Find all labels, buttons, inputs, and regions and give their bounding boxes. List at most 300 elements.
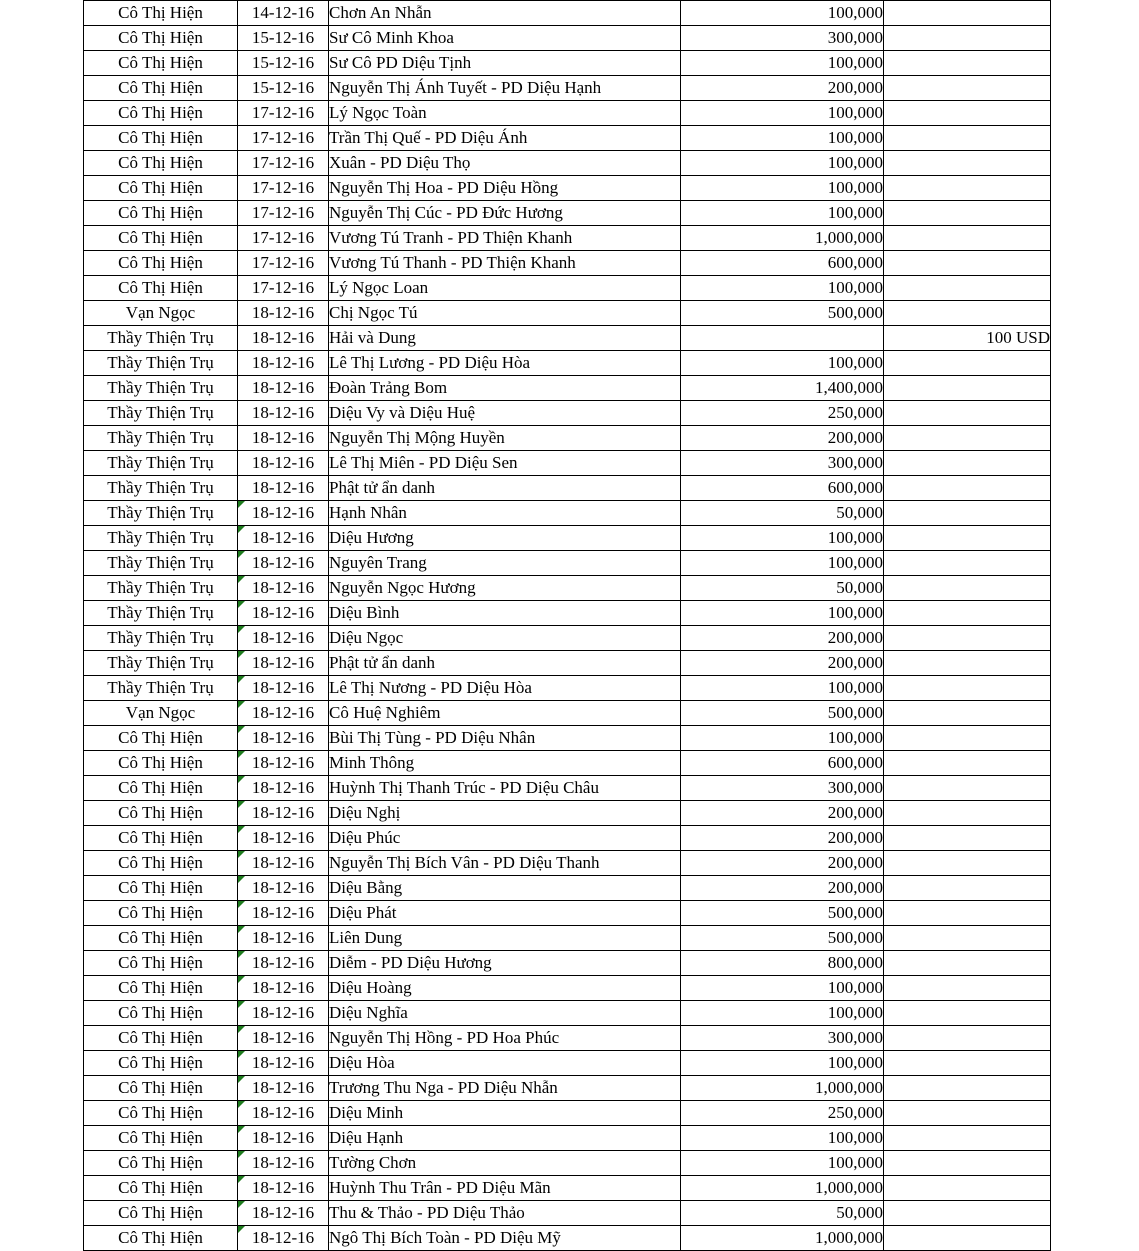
usd-cell[interactable] bbox=[884, 426, 1051, 451]
donor-cell[interactable] bbox=[329, 826, 681, 851]
date-cell[interactable] bbox=[238, 376, 329, 401]
donor-text: Phật tử ẩn danh bbox=[329, 653, 436, 672]
amount-cell[interactable] bbox=[681, 201, 884, 226]
amount-cell[interactable] bbox=[681, 1226, 884, 1251]
date-cell[interactable] bbox=[238, 951, 329, 976]
date-cell[interactable] bbox=[238, 651, 329, 676]
usd-cell[interactable] bbox=[884, 726, 1051, 751]
comment-flag-icon bbox=[238, 676, 245, 683]
date-text: 15-12-16 bbox=[251, 53, 315, 72]
recipient-cell[interactable] bbox=[84, 826, 238, 851]
usd-cell[interactable] bbox=[884, 76, 1051, 101]
recipient-text: Cô Thị Hiện bbox=[118, 753, 203, 772]
date-cell[interactable] bbox=[238, 826, 329, 851]
donor-text: Nguyễn Ngọc Hương bbox=[329, 578, 476, 597]
table-row bbox=[84, 351, 1051, 376]
date-cell[interactable] bbox=[238, 976, 329, 1001]
amount-cell[interactable] bbox=[681, 226, 884, 251]
amount-cell[interactable] bbox=[681, 451, 884, 476]
recipient-text: Thầy Thiện Trụ bbox=[107, 328, 214, 347]
usd-cell[interactable] bbox=[884, 451, 1051, 476]
recipient-cell[interactable] bbox=[84, 226, 238, 251]
date-cell[interactable] bbox=[238, 476, 329, 501]
donor-cell[interactable] bbox=[329, 901, 681, 926]
donor-cell[interactable] bbox=[329, 526, 681, 551]
recipient-cell[interactable] bbox=[84, 251, 238, 276]
donor-cell[interactable] bbox=[329, 1076, 681, 1101]
amount-cell[interactable] bbox=[681, 351, 884, 376]
amount-cell[interactable] bbox=[681, 526, 884, 551]
date-cell[interactable] bbox=[238, 701, 329, 726]
recipient-cell[interactable] bbox=[84, 26, 238, 51]
date-cell[interactable] bbox=[238, 776, 329, 801]
donor-cell[interactable] bbox=[329, 1151, 681, 1176]
recipient-cell[interactable] bbox=[84, 501, 238, 526]
amount-text: 100,000 bbox=[827, 128, 883, 147]
recipient-cell[interactable] bbox=[84, 301, 238, 326]
date-cell[interactable] bbox=[238, 251, 329, 276]
date-cell[interactable] bbox=[238, 551, 329, 576]
usd-cell[interactable] bbox=[884, 951, 1051, 976]
recipient-text: Cô Thị Hiện bbox=[118, 53, 203, 72]
amount-cell[interactable] bbox=[681, 301, 884, 326]
usd-cell[interactable] bbox=[884, 601, 1051, 626]
usd-cell[interactable] bbox=[884, 1151, 1051, 1176]
date-cell[interactable] bbox=[238, 626, 329, 651]
donor-cell[interactable] bbox=[329, 601, 681, 626]
donor-cell[interactable] bbox=[329, 751, 681, 776]
date-cell[interactable] bbox=[238, 876, 329, 901]
recipient-cell[interactable] bbox=[84, 601, 238, 626]
amount-text: 200,000 bbox=[827, 628, 883, 647]
usd-cell[interactable] bbox=[884, 1026, 1051, 1051]
donor-cell[interactable] bbox=[329, 1, 681, 26]
donor-cell[interactable] bbox=[329, 451, 681, 476]
recipient-cell[interactable] bbox=[84, 201, 238, 226]
usd-cell[interactable] bbox=[884, 901, 1051, 926]
amount-cell[interactable] bbox=[681, 501, 884, 526]
donation-table-body bbox=[84, 1, 1051, 1251]
recipient-cell[interactable] bbox=[84, 901, 238, 926]
date-cell[interactable] bbox=[238, 26, 329, 51]
amount-cell[interactable] bbox=[681, 276, 884, 301]
recipient-cell[interactable] bbox=[84, 526, 238, 551]
donor-cell[interactable] bbox=[329, 651, 681, 676]
amount-cell[interactable] bbox=[681, 576, 884, 601]
date-cell[interactable] bbox=[238, 801, 329, 826]
table-row bbox=[84, 1126, 1051, 1151]
date-cell[interactable] bbox=[238, 276, 329, 301]
date-cell[interactable] bbox=[238, 1051, 329, 1076]
recipient-cell[interactable] bbox=[84, 351, 238, 376]
donor-cell[interactable] bbox=[329, 76, 681, 101]
amount-cell[interactable] bbox=[681, 726, 884, 751]
recipient-cell[interactable] bbox=[84, 1051, 238, 1076]
recipient-cell[interactable] bbox=[84, 476, 238, 501]
date-cell[interactable] bbox=[238, 351, 329, 376]
amount-cell[interactable] bbox=[681, 126, 884, 151]
usd-cell[interactable] bbox=[884, 501, 1051, 526]
donor-cell[interactable] bbox=[329, 376, 681, 401]
recipient-cell[interactable] bbox=[84, 51, 238, 76]
recipient-cell[interactable] bbox=[84, 1026, 238, 1051]
recipient-cell[interactable] bbox=[84, 101, 238, 126]
usd-cell[interactable] bbox=[884, 801, 1051, 826]
table-row bbox=[84, 826, 1051, 851]
comment-flag-icon bbox=[238, 576, 245, 583]
amount-cell[interactable] bbox=[681, 801, 884, 826]
usd-cell[interactable] bbox=[884, 151, 1051, 176]
recipient-cell[interactable] bbox=[84, 1126, 238, 1151]
usd-cell[interactable] bbox=[884, 476, 1051, 501]
usd-cell[interactable] bbox=[884, 301, 1051, 326]
amount-cell[interactable] bbox=[681, 1101, 884, 1126]
recipient-cell[interactable] bbox=[84, 1151, 238, 1176]
amount-cell[interactable] bbox=[681, 1, 884, 26]
usd-cell[interactable] bbox=[884, 1101, 1051, 1126]
amount-cell[interactable] bbox=[681, 901, 884, 926]
donor-cell[interactable] bbox=[329, 576, 681, 601]
recipient-cell[interactable] bbox=[84, 951, 238, 976]
usd-cell[interactable] bbox=[884, 1226, 1051, 1251]
amount-cell[interactable] bbox=[681, 1176, 884, 1201]
usd-cell[interactable] bbox=[884, 276, 1051, 301]
date-cell[interactable] bbox=[238, 1201, 329, 1226]
recipient-cell[interactable] bbox=[84, 126, 238, 151]
amount-cell[interactable] bbox=[681, 176, 884, 201]
date-text: 17-12-16 bbox=[251, 228, 315, 247]
donor-cell[interactable] bbox=[329, 851, 681, 876]
amount-cell[interactable] bbox=[681, 1001, 884, 1026]
date-cell[interactable] bbox=[238, 851, 329, 876]
date-cell[interactable] bbox=[238, 151, 329, 176]
usd-cell[interactable] bbox=[884, 876, 1051, 901]
recipient-cell[interactable] bbox=[84, 176, 238, 201]
recipient-cell[interactable] bbox=[84, 1201, 238, 1226]
date-cell[interactable] bbox=[238, 726, 329, 751]
date-text: 18-12-16 bbox=[251, 328, 315, 347]
donor-cell[interactable] bbox=[329, 1001, 681, 1026]
recipient-cell[interactable] bbox=[84, 1176, 238, 1201]
amount-cell[interactable] bbox=[681, 101, 884, 126]
table-row bbox=[84, 576, 1051, 601]
amount-cell[interactable] bbox=[681, 676, 884, 701]
amount-cell[interactable] bbox=[681, 1201, 884, 1226]
recipient-cell[interactable] bbox=[84, 701, 238, 726]
usd-cell[interactable] bbox=[884, 26, 1051, 51]
recipient-cell[interactable] bbox=[84, 651, 238, 676]
usd-cell[interactable] bbox=[884, 1001, 1051, 1026]
donor-cell[interactable] bbox=[329, 1101, 681, 1126]
donor-cell[interactable] bbox=[329, 276, 681, 301]
date-text: 18-12-16 bbox=[251, 703, 315, 722]
usd-cell[interactable] bbox=[884, 176, 1051, 201]
donor-cell[interactable] bbox=[329, 1201, 681, 1226]
donor-cell[interactable] bbox=[329, 1126, 681, 1151]
amount-cell[interactable] bbox=[681, 1126, 884, 1151]
table-row bbox=[84, 601, 1051, 626]
table-row bbox=[84, 176, 1051, 201]
usd-cell[interactable] bbox=[884, 776, 1051, 801]
usd-cell[interactable] bbox=[884, 701, 1051, 726]
donor-cell[interactable] bbox=[329, 401, 681, 426]
recipient-text: Cô Thị Hiện bbox=[118, 228, 203, 247]
donor-text: Diệu Bình bbox=[329, 603, 400, 622]
recipient-cell[interactable] bbox=[84, 726, 238, 751]
recipient-cell[interactable] bbox=[84, 851, 238, 876]
donor-cell[interactable] bbox=[329, 176, 681, 201]
recipient-cell[interactable] bbox=[84, 676, 238, 701]
date-cell[interactable] bbox=[238, 201, 329, 226]
amount-cell[interactable] bbox=[681, 26, 884, 51]
date-cell[interactable] bbox=[238, 501, 329, 526]
donor-cell[interactable] bbox=[329, 51, 681, 76]
amount-cell[interactable] bbox=[681, 651, 884, 676]
donor-cell[interactable] bbox=[329, 326, 681, 351]
table-row bbox=[84, 101, 1051, 126]
donor-cell[interactable] bbox=[329, 126, 681, 151]
usd-cell[interactable] bbox=[884, 251, 1051, 276]
amount-cell[interactable] bbox=[681, 701, 884, 726]
donor-cell[interactable] bbox=[329, 676, 681, 701]
date-cell[interactable] bbox=[238, 126, 329, 151]
usd-cell[interactable] bbox=[884, 751, 1051, 776]
date-cell[interactable] bbox=[238, 526, 329, 551]
date-cell[interactable] bbox=[238, 1, 329, 26]
donor-cell[interactable] bbox=[329, 251, 681, 276]
usd-cell[interactable] bbox=[884, 1126, 1051, 1151]
amount-cell[interactable] bbox=[681, 151, 884, 176]
recipient-text: Cô Thị Hiện bbox=[118, 153, 203, 172]
date-cell[interactable] bbox=[238, 326, 329, 351]
date-cell[interactable] bbox=[238, 1026, 329, 1051]
date-cell[interactable] bbox=[238, 1101, 329, 1126]
date-cell[interactable] bbox=[238, 1151, 329, 1176]
amount-cell[interactable] bbox=[681, 751, 884, 776]
donor-cell[interactable] bbox=[329, 626, 681, 651]
amount-cell[interactable] bbox=[681, 1026, 884, 1051]
donor-text: Diệu Hạnh bbox=[329, 1128, 404, 1147]
donor-cell[interactable] bbox=[329, 726, 681, 751]
donor-cell[interactable] bbox=[329, 926, 681, 951]
date-cell[interactable] bbox=[238, 301, 329, 326]
amount-text: 200,000 bbox=[827, 78, 883, 97]
table-row bbox=[84, 976, 1051, 1001]
donor-cell[interactable] bbox=[329, 301, 681, 326]
donor-cell[interactable] bbox=[329, 26, 681, 51]
usd-cell[interactable] bbox=[884, 376, 1051, 401]
donor-cell[interactable] bbox=[329, 1051, 681, 1076]
usd-cell[interactable] bbox=[884, 401, 1051, 426]
donor-cell[interactable] bbox=[329, 701, 681, 726]
amount-text: 100,000 bbox=[827, 678, 883, 697]
usd-cell[interactable] bbox=[884, 976, 1051, 1001]
recipient-cell[interactable] bbox=[84, 1226, 238, 1251]
date-cell[interactable] bbox=[238, 676, 329, 701]
date-cell[interactable] bbox=[238, 176, 329, 201]
amount-text: 500,000 bbox=[827, 903, 883, 922]
recipient-cell[interactable] bbox=[84, 451, 238, 476]
date-cell[interactable] bbox=[238, 76, 329, 101]
date-cell[interactable] bbox=[238, 51, 329, 76]
date-cell[interactable] bbox=[238, 576, 329, 601]
donor-cell[interactable] bbox=[329, 876, 681, 901]
recipient-cell[interactable] bbox=[84, 626, 238, 651]
donor-cell[interactable] bbox=[329, 476, 681, 501]
amount-cell[interactable] bbox=[681, 51, 884, 76]
usd-cell[interactable] bbox=[884, 1051, 1051, 1076]
donor-cell[interactable] bbox=[329, 151, 681, 176]
donor-cell[interactable] bbox=[329, 226, 681, 251]
amount-cell[interactable] bbox=[681, 876, 884, 901]
amount-cell[interactable] bbox=[681, 976, 884, 1001]
usd-cell[interactable] bbox=[884, 1176, 1051, 1201]
usd-cell[interactable] bbox=[884, 326, 1051, 351]
donor-cell[interactable] bbox=[329, 551, 681, 576]
usd-cell[interactable] bbox=[884, 351, 1051, 376]
usd-cell[interactable] bbox=[884, 576, 1051, 601]
amount-cell[interactable] bbox=[681, 326, 884, 351]
recipient-cell[interactable] bbox=[84, 151, 238, 176]
table-row bbox=[84, 401, 1051, 426]
date-cell[interactable] bbox=[238, 451, 329, 476]
donor-cell[interactable] bbox=[329, 426, 681, 451]
donor-text: Diệu Hoàng bbox=[329, 978, 412, 997]
amount-cell[interactable] bbox=[681, 951, 884, 976]
recipient-text: Cô Thị Hiện bbox=[118, 853, 203, 872]
date-cell[interactable] bbox=[238, 901, 329, 926]
comment-flag-icon bbox=[238, 751, 245, 758]
usd-cell[interactable] bbox=[884, 226, 1051, 251]
recipient-cell[interactable] bbox=[84, 926, 238, 951]
usd-cell[interactable] bbox=[884, 126, 1051, 151]
recipient-cell[interactable] bbox=[84, 76, 238, 101]
recipient-cell[interactable] bbox=[84, 801, 238, 826]
usd-cell[interactable] bbox=[884, 1076, 1051, 1101]
usd-cell[interactable] bbox=[884, 51, 1051, 76]
comment-flag-icon bbox=[238, 1226, 245, 1233]
recipient-text: Thầy Thiện Trụ bbox=[107, 503, 214, 522]
date-cell[interactable] bbox=[238, 926, 329, 951]
recipient-cell[interactable] bbox=[84, 1076, 238, 1101]
recipient-cell[interactable] bbox=[84, 1101, 238, 1126]
amount-cell[interactable] bbox=[681, 851, 884, 876]
donor-cell[interactable] bbox=[329, 776, 681, 801]
amount-cell[interactable] bbox=[681, 1051, 884, 1076]
usd-cell[interactable] bbox=[884, 526, 1051, 551]
recipient-cell[interactable] bbox=[84, 551, 238, 576]
recipient-cell[interactable] bbox=[84, 876, 238, 901]
amount-cell[interactable] bbox=[681, 826, 884, 851]
recipient-cell[interactable] bbox=[84, 576, 238, 601]
date-text: 18-12-16 bbox=[251, 803, 315, 822]
usd-cell[interactable] bbox=[884, 1201, 1051, 1226]
amount-text: 100,000 bbox=[827, 728, 883, 747]
amount-cell[interactable] bbox=[681, 401, 884, 426]
donor-cell[interactable] bbox=[329, 951, 681, 976]
amount-cell[interactable] bbox=[681, 251, 884, 276]
amount-cell[interactable] bbox=[681, 926, 884, 951]
usd-cell[interactable] bbox=[884, 101, 1051, 126]
date-cell[interactable] bbox=[238, 401, 329, 426]
table-row bbox=[84, 1051, 1051, 1076]
amount-cell[interactable] bbox=[681, 76, 884, 101]
amount-cell[interactable] bbox=[681, 376, 884, 401]
recipient-cell[interactable] bbox=[84, 326, 238, 351]
usd-cell[interactable] bbox=[884, 201, 1051, 226]
amount-cell[interactable] bbox=[681, 1151, 884, 1176]
amount-cell[interactable] bbox=[681, 601, 884, 626]
table-row bbox=[84, 126, 1051, 151]
recipient-cell[interactable] bbox=[84, 1, 238, 26]
date-cell[interactable] bbox=[238, 1226, 329, 1251]
recipient-cell[interactable] bbox=[84, 1001, 238, 1026]
usd-cell[interactable] bbox=[884, 1, 1051, 26]
donor-cell[interactable] bbox=[329, 201, 681, 226]
recipient-cell[interactable] bbox=[84, 276, 238, 301]
usd-cell[interactable] bbox=[884, 626, 1051, 651]
donor-cell[interactable] bbox=[329, 501, 681, 526]
amount-cell[interactable] bbox=[681, 426, 884, 451]
donor-text: Cô Huệ Nghiêm bbox=[329, 703, 441, 722]
donor-cell[interactable] bbox=[329, 101, 681, 126]
date-cell[interactable] bbox=[238, 226, 329, 251]
date-text: 18-12-16 bbox=[251, 378, 315, 397]
amount-cell[interactable] bbox=[681, 551, 884, 576]
recipient-cell[interactable] bbox=[84, 426, 238, 451]
usd-cell[interactable] bbox=[884, 551, 1051, 576]
recipient-text: Cô Thị Hiện bbox=[118, 1003, 203, 1022]
usd-cell[interactable] bbox=[884, 676, 1051, 701]
table-row bbox=[84, 1176, 1051, 1201]
date-cell[interactable] bbox=[238, 1001, 329, 1026]
donor-cell[interactable] bbox=[329, 1176, 681, 1201]
donor-cell[interactable] bbox=[329, 1226, 681, 1251]
recipient-cell[interactable] bbox=[84, 776, 238, 801]
date-cell[interactable] bbox=[238, 1176, 329, 1201]
recipient-text: Cô Thị Hiện bbox=[118, 828, 203, 847]
usd-cell[interactable] bbox=[884, 826, 1051, 851]
usd-cell[interactable] bbox=[884, 851, 1051, 876]
recipient-cell[interactable] bbox=[84, 751, 238, 776]
table-row bbox=[84, 301, 1051, 326]
usd-cell[interactable] bbox=[884, 926, 1051, 951]
donor-cell[interactable] bbox=[329, 801, 681, 826]
donor-cell[interactable] bbox=[329, 351, 681, 376]
recipient-cell[interactable] bbox=[84, 401, 238, 426]
donor-cell[interactable] bbox=[329, 976, 681, 1001]
table-row bbox=[84, 701, 1051, 726]
recipient-cell[interactable] bbox=[84, 976, 238, 1001]
amount-cell[interactable] bbox=[681, 1076, 884, 1101]
amount-text: 200,000 bbox=[827, 428, 883, 447]
donor-cell[interactable] bbox=[329, 1026, 681, 1051]
date-cell[interactable] bbox=[238, 101, 329, 126]
date-cell[interactable] bbox=[238, 601, 329, 626]
amount-cell[interactable] bbox=[681, 776, 884, 801]
date-cell[interactable] bbox=[238, 1076, 329, 1101]
amount-cell[interactable] bbox=[681, 626, 884, 651]
date-text: 18-12-16 bbox=[251, 828, 315, 847]
date-cell[interactable] bbox=[238, 1126, 329, 1151]
date-cell[interactable] bbox=[238, 426, 329, 451]
donor-text: Liên Dung bbox=[329, 928, 403, 947]
date-cell[interactable] bbox=[238, 751, 329, 776]
recipient-cell[interactable] bbox=[84, 376, 238, 401]
usd-cell[interactable] bbox=[884, 651, 1051, 676]
comment-flag-icon bbox=[238, 1051, 245, 1058]
amount-cell[interactable] bbox=[681, 476, 884, 501]
